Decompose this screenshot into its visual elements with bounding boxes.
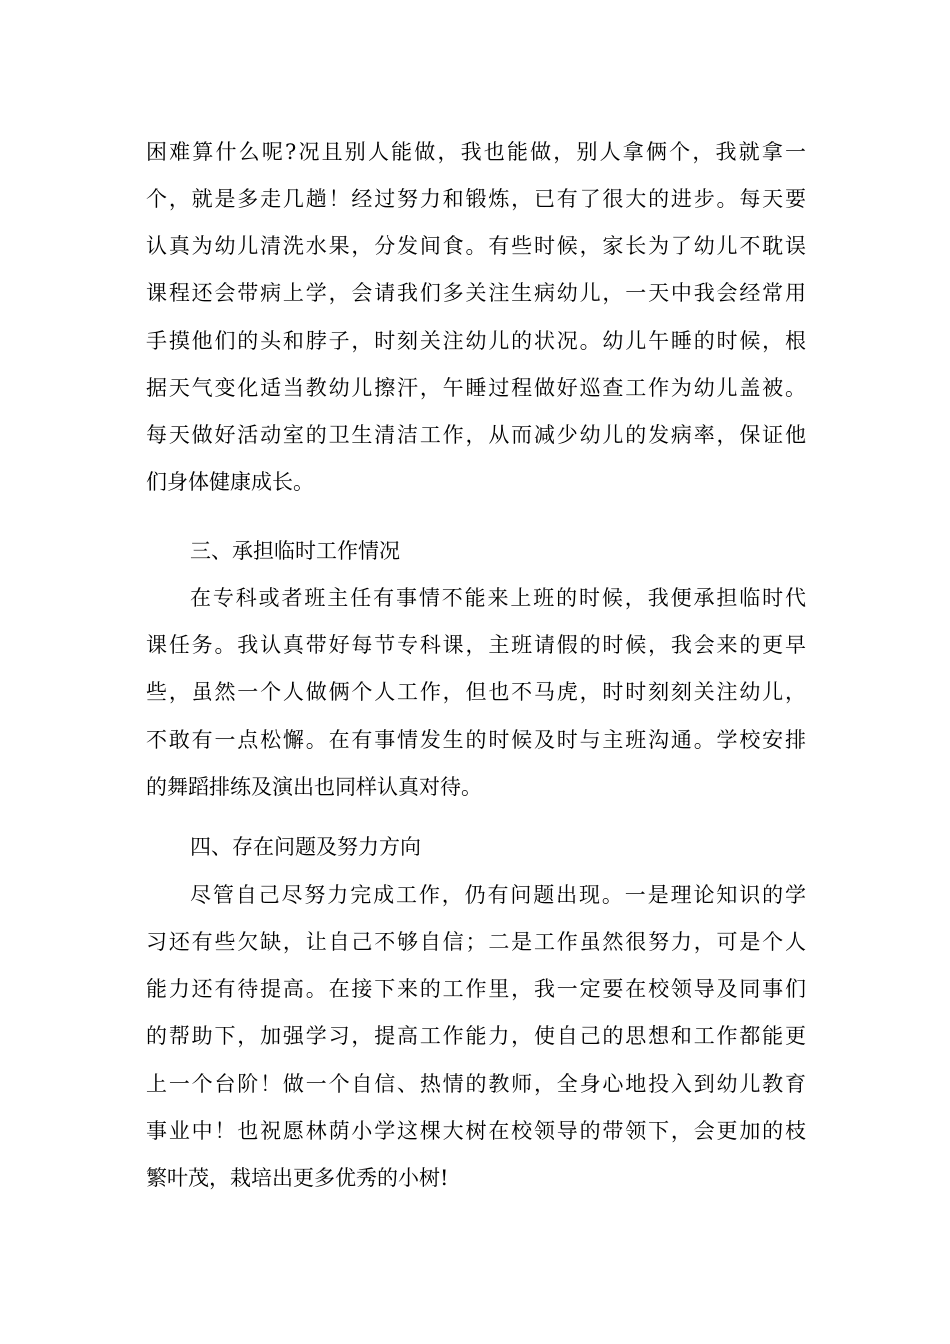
paragraph-2-line-1: 在专科或者班主任有事情不能来上班的时候，我便承担临时代 bbox=[190, 586, 806, 610]
paragraph-3-line-7: 繁叶茂，栽培出更多优秀的小树! bbox=[146, 1166, 449, 1190]
paragraph-3-line-1: 尽管自己尽努力完成工作，仍有问题出现。一是理论知识的学 bbox=[190, 883, 806, 907]
paragraph-1-line-2: 个，就是多走几趟！经过努力和锻炼，已有了很大的进步。每天要 bbox=[146, 187, 806, 211]
paragraph-3-line-3: 能力还有待提高。在接下来的工作里，我一定要在校领导及同事们 bbox=[146, 977, 806, 1001]
paragraph-1-line-4: 课程还会带病上学，会请我们多关注生病幼儿，一天中我会经常用 bbox=[146, 281, 806, 305]
paragraph-2-line-5: 的舞蹈排练及演出也同样认真对待。 bbox=[146, 775, 482, 799]
paragraph-2-line-3: 些，虽然一个人做俩个人工作，但也不马虎，时时刻刻关注幼儿， bbox=[146, 680, 806, 704]
paragraph-1-line-8: 们身体健康成长。 bbox=[146, 470, 314, 494]
paragraph-3-line-6: 事业中！也祝愿林荫小学这棵大树在校领导的带领下，会更加的枝 bbox=[146, 1119, 806, 1143]
paragraph-1-line-7: 每天做好活动室的卫生清洁工作，从而减少幼儿的发病率，保证他 bbox=[146, 423, 806, 447]
paragraph-1-line-6: 据天气变化适当教幼儿擦汗，午睡过程做好巡查工作为幼儿盖被。 bbox=[146, 376, 806, 400]
paragraph-2-line-2: 课任务。我认真带好每节专科课，主班请假的时候，我会来的更早 bbox=[146, 633, 806, 657]
paragraph-1-line-5: 手摸他们的头和脖子，时刻关注幼儿的状况。幼儿午睡的时候，根 bbox=[146, 329, 806, 353]
section-heading-3: 三、承担临时工作情况 bbox=[190, 539, 400, 563]
paragraph-3-line-5: 上一个台阶！做一个自信、热情的教师，全身心地投入到幼儿教育 bbox=[146, 1072, 806, 1096]
paragraph-1-line-3: 认真为幼儿清洗水果，分发间食。有些时候，家长为了幼儿不耽误 bbox=[146, 234, 806, 258]
section-heading-4: 四、存在问题及努力方向 bbox=[190, 835, 421, 859]
paragraph-1-line-1: 困难算什么呢?况且别人能做，我也能做，别人拿俩个，我就拿一 bbox=[146, 140, 806, 164]
paragraph-3-line-2: 习还有些欠缺，让自己不够自信；二是工作虽然很努力，可是个人 bbox=[146, 930, 806, 954]
paragraph-2-line-4: 不敢有一点松懈。在有事情发生的时候及时与主班沟通。学校安排 bbox=[146, 728, 806, 752]
paragraph-3-line-4: 的帮助下，加强学习，提高工作能力，使自己的思想和工作都能更 bbox=[146, 1024, 806, 1048]
